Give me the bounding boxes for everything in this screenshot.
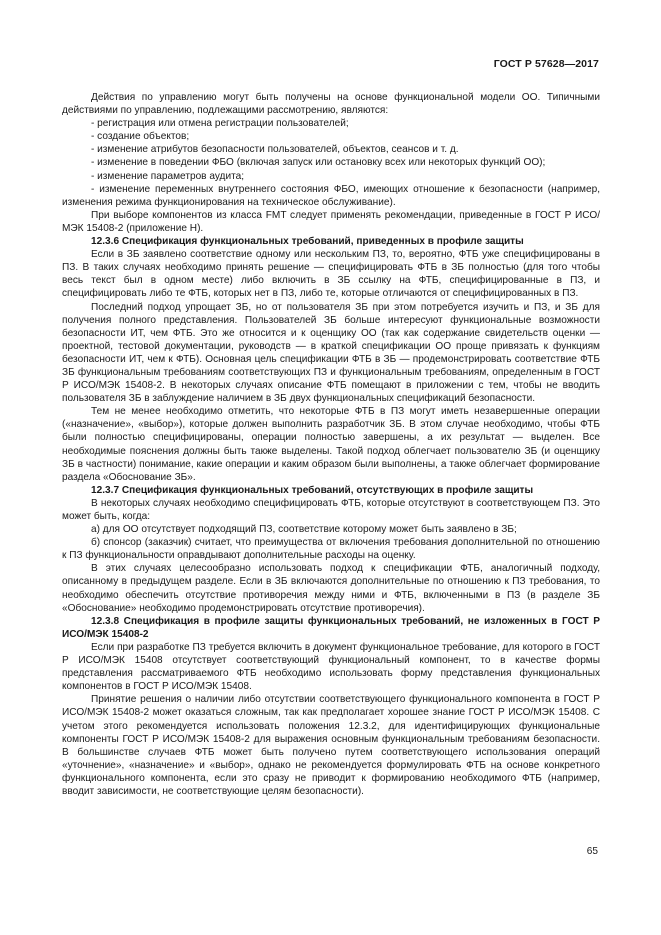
paragraph: Если в ЗБ заявлено соответствие одному или нескольким ПЗ, то, вероятно, ФТБ уже специфицированы в ПЗ. В таких случаях необходимо принять решение — специфицировать ФТБ в ЗБ полностью (для того чтобы весь текст был в одном месте) либо включить в ЗБ ссылку на ФТБ, специфицированные в ПЗ, и специфицировать либо те ФТБ, которых нет в ПЗ, либо те, которые отличаются от специфицированных в ПЗ.: [62, 249, 600, 300]
list-item: - изменение переменных внутреннего состояния ФБО, имеющих отношение к безопасности (например, изменения режима функционирования на техническое обслуживание).: [62, 183, 600, 208]
list-item: - изменение параметров аудита;: [91, 170, 245, 182]
paragraph: Последний подход упрощает ЗБ, но от пользователя ЗБ при этом потребуется изучить и ПЗ, и ЗБ для получения полного представления. Пользователей ЗБ больше интересуют функциональные возможности безопасности ИТ, чем ФТБ. Это же относится и к оценщику ОО (так как содержание свидетельств оценки — проектной, тестовой документации, руководств — в краткой спецификации ОО проще привязать к функциям безопасности ИТ, чем к ФТБ). Основная цель спецификации ФТБ в ЗБ — продемонстрировать соответствие ФТБ ЗБ функциональным требованиям соответствующих ПЗ и функциональным требованиям, определенным в ГОСТ Р ИСО/МЭК 15408-2. В некоторых случаях описание ФТБ помещают в приложении с тем, чтобы не вводить пользователя ЗБ в заблуждение наличием в ЗБ двух функциональных спецификаций безопасности.: [62, 301, 600, 405]
list-item: - изменение атрибутов безопасности пользователей, объектов, сеансов и т. д.: [91, 144, 459, 156]
list-item: б) спонсор (заказчик) считает, что преимущества от включения требования дополнительной по отношению к ПЗ функциональности оправдывают дополнительные расходы на оценку.: [62, 537, 600, 562]
paragraph: Принятие решения о наличии либо отсутствии соответствующего функционального компонента в ГОСТ Р ИСО/МЭК 15408-2 может оказаться сложным, так как предполагает хорошее знание ГОСТ Р ИСО/МЭК 15408. С учетом этого рекомендуется использовать положения 12.3.2, для идентифицирующих функциональные компоненты ГОСТ Р ИСО/МЭК 15408-2 для выражения основным функциональным требованиям безопасности. В большинстве случаев ФТБ может быть получено путем соответствующего использования операций «уточнение», «назначение» и «выбор», однако не рекомендуется формулировать ФТБ на основе конкретного функционального компонента, если это сразу не приводит к формированию необходимого ФТБ (например, вводит зависимости, не соответствующие целям безопасности).: [62, 694, 600, 797]
section-heading: 12.3.8 Спецификация в профиле защиты функциональных требований, не изложенных в ГОСТ Р ИСО/МЭК 15408-2: [62, 615, 600, 640]
paragraph: При выборе компонентов из класса FMT следует применять рекомендации, приведенные в ГОСТ Р ИСО/МЭК 15408-2 (приложение Н).: [62, 209, 600, 234]
list-item: - создание объектов;: [91, 131, 190, 143]
list-item: - регистрация или отмена регистрации пользователей;: [91, 118, 349, 130]
list-item: а) для ОО отсутствует подходящий ПЗ, соответствие которому может быть заявлено в ЗБ;: [91, 524, 517, 536]
page-number: 65: [586, 846, 598, 857]
paragraph: В некоторых случаях необходимо специфицировать ФТБ, которые отсутствуют в соответствующем ПЗ. Это может быть, когда:: [62, 497, 600, 522]
section-heading: 12.3.6 Спецификация функциональных требований, приведенных в профиле защиты: [91, 236, 524, 248]
paragraph: Если при разработке ПЗ требуется включить в документ функциональное требование, для которого в ГОСТ Р ИСО/МЭК 15408 отсутствует соответствующий функциональный компонент, то в качестве формы представления рассматриваемого ФТБ необходимо использовать форму представления функциональных компонентов в ГОСТ Р ИСО/МЭК 15408.: [62, 641, 600, 693]
paragraph: В этих случаях целесообразно использовать подход к спецификации ФТБ, аналогичный подходу, описанному в предыдущем разделе. Если в ЗБ включаются дополнительные по отношению к ПЗ требования, то необходимо обеспечить отсутствие противоречия между ними и ФТБ, включенными в ПЗ (в разделе ЗБ «Обоснование» необходимо продемонстрировать отсутствие противоречия).: [62, 563, 600, 614]
document-header: ГОСТ Р 57628—2017: [493, 58, 599, 70]
list-item: - изменение в поведении ФБО (включая запуск или остановку всех или некоторых функций ОО);: [91, 157, 546, 169]
document-body: [62, 91, 600, 798]
paragraph: Тем не менее необходимо отметить, что некоторые ФТБ в ПЗ могут иметь незавершенные операции («назначение», «выбор»), которые должен выполнить разработчик ЗБ. В этом случае необходимо, чтобы ФТБ были полностью специфицированы, операции полностью завершены, а их результат — выделен. Все необходимые пояснения должны быть также выделены. Такой подход облегчает пользователю ЗБ (и оценщику ЗБ в частности) понимание, какие операции и каким образом были выполнены, а также облегчает формирование раздела «Обоснование ЗБ».: [62, 406, 600, 483]
paragraph: Действия по управлению могут быть получены на основе функциональной модели ОО. Типичными действиями по управлению, подлежащими рассмотрению, являются:: [62, 92, 600, 117]
section-heading: 12.3.7 Спецификация функциональных требований, отсутствующих в профиле защиты: [91, 484, 534, 496]
